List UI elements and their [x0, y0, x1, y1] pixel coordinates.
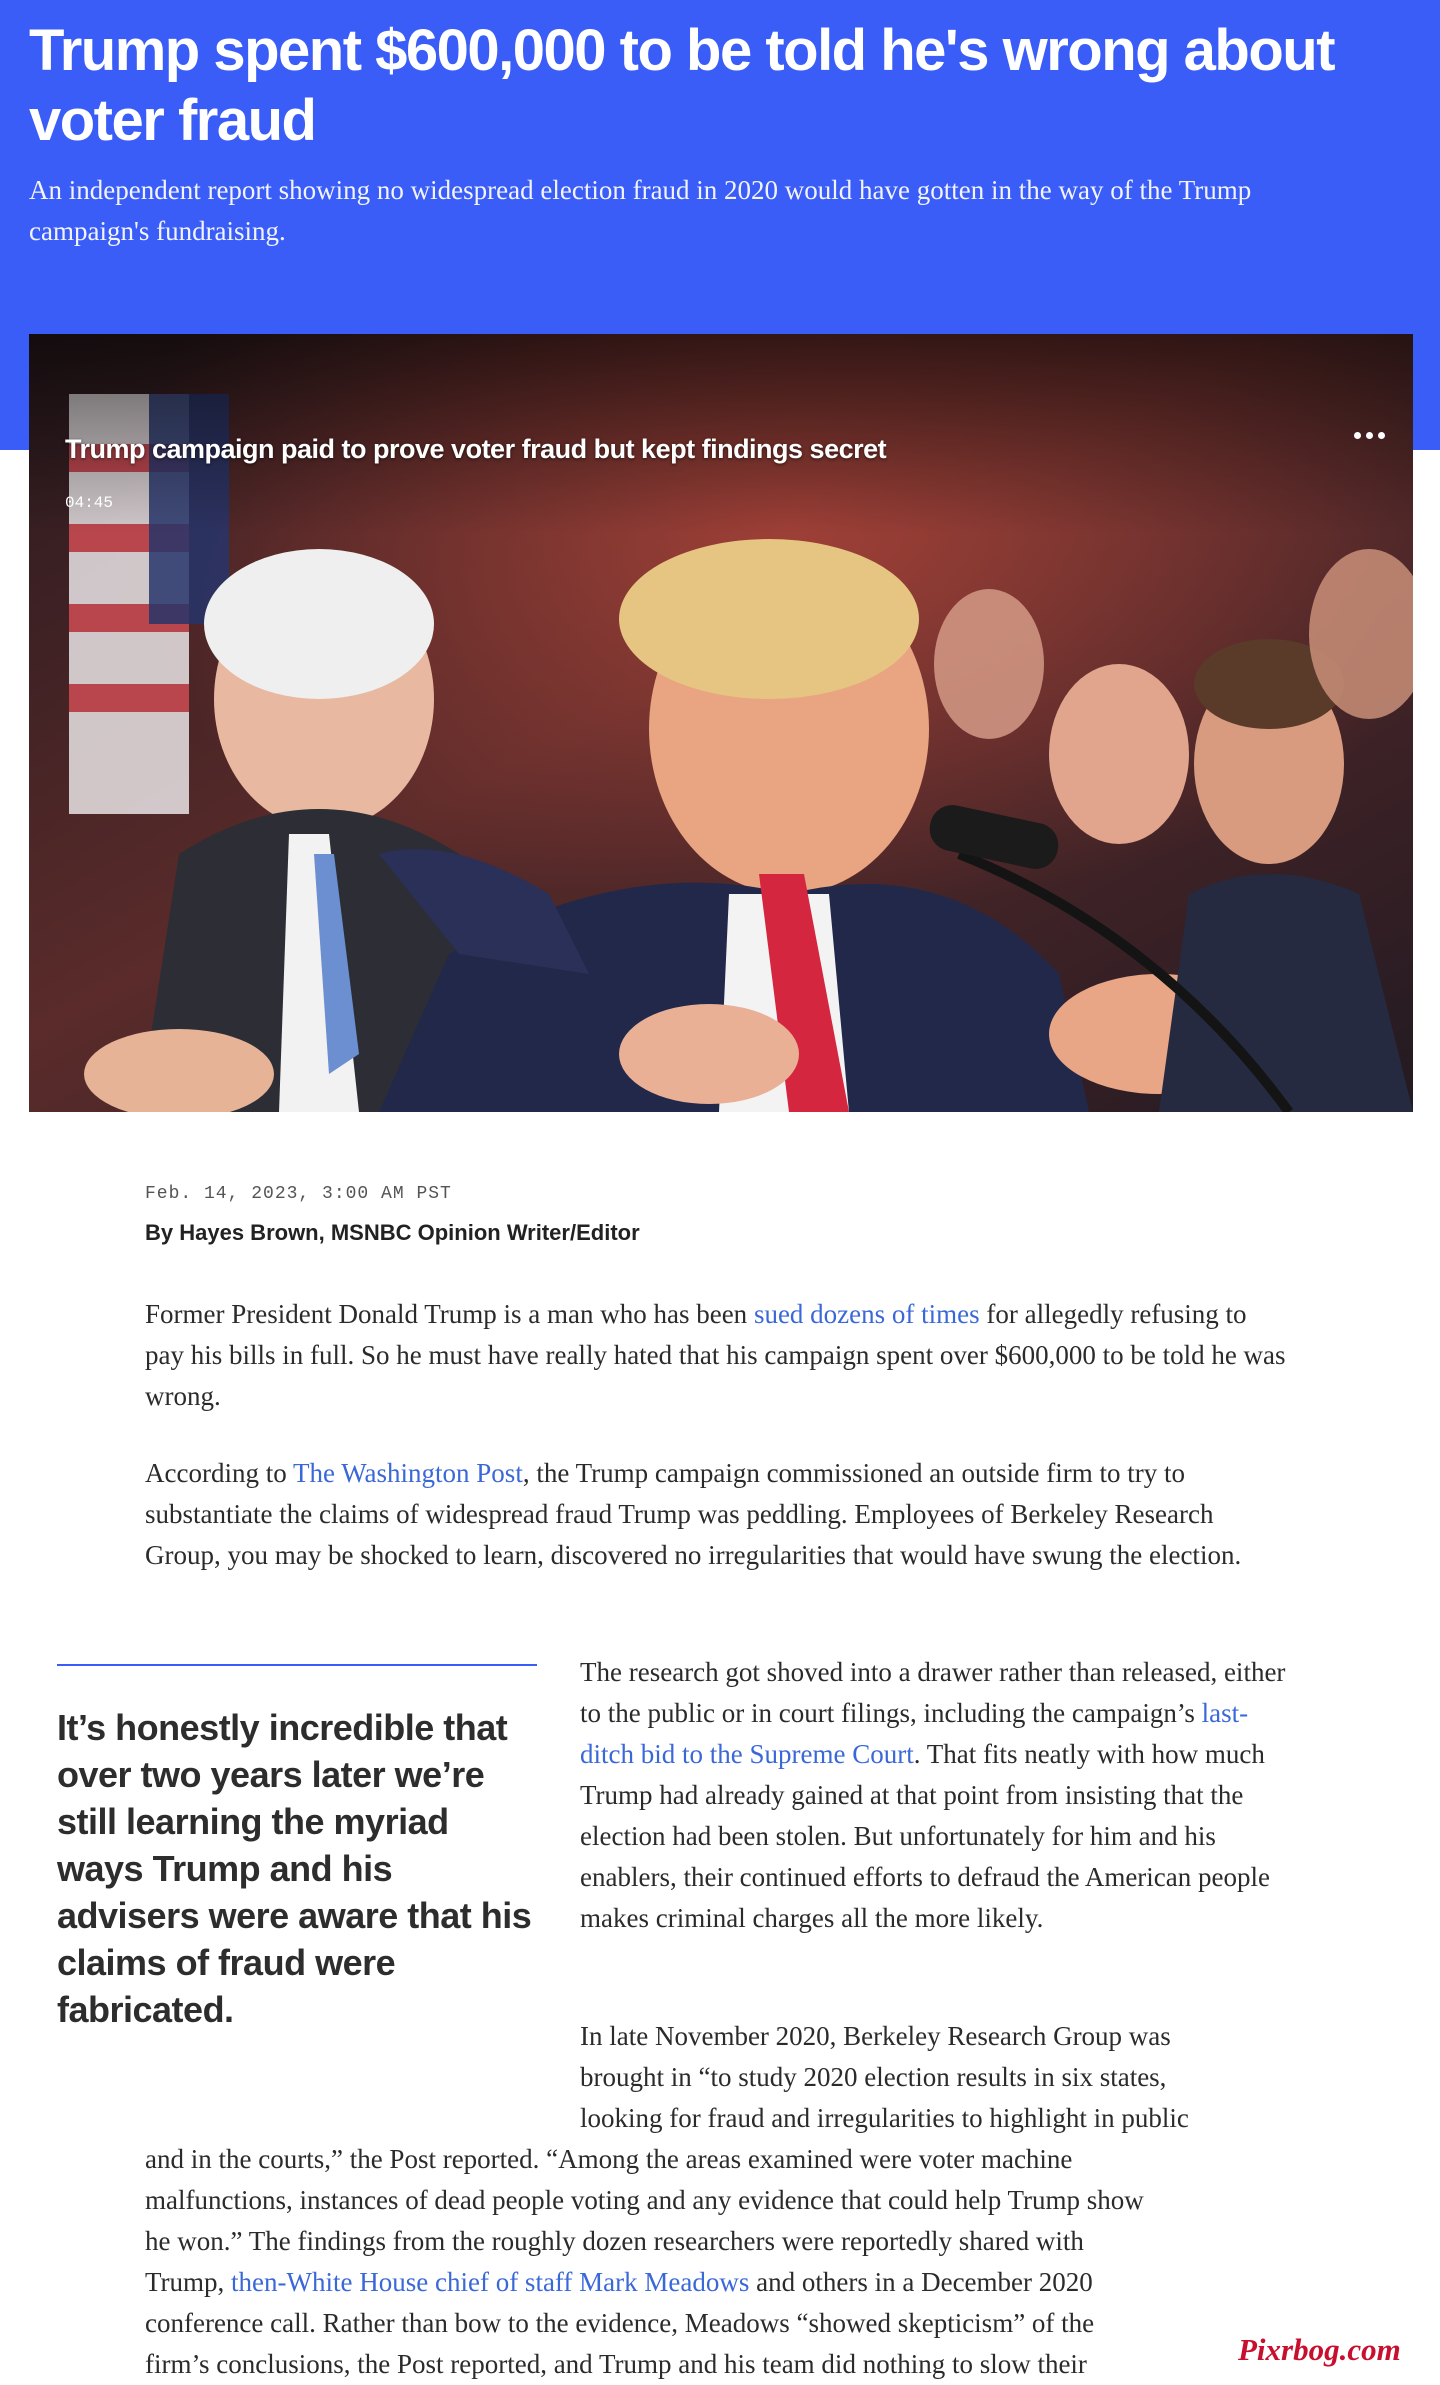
video-title: Trump campaign paid to prove voter fraud but kept findings secret	[65, 434, 887, 464]
link-mark-meadows[interactable]: then-White House chief of staff Mark Meadows	[231, 2267, 750, 2297]
p2-text-before: According to	[145, 1458, 293, 1488]
article-date: Feb. 14, 2023, 3:00 AM PST	[145, 1184, 452, 1204]
link-sued-dozens[interactable]: sued dozens of times	[753, 1299, 980, 1329]
p2-text-after: , the Trump campaign commissioned an outside firm to try to substantiate the claims of widespread fraud Trump was peddling. Employees of Berkeley Research Group, you may be shocked to learn, discovered no irregularities that would have swung the election.	[145, 1458, 1242, 1570]
p4-line-7-before: Trump,	[145, 2267, 232, 2297]
p1-text-before: Former President Donald Trump is a man who has been	[145, 1299, 754, 1329]
pull-quote: It’s honestly incredible that over two years later we’re still learning the myriad ways Trump and his advisers were aware that his claims of fraud were fabricated.	[57, 1707, 532, 2030]
p4-line-7	[145, 2262, 1093, 2303]
watermark: Pixrbog.com	[1238, 2332, 1401, 2367]
video-duration: 04:45	[65, 494, 114, 512]
pull-quote-rule	[57, 1664, 537, 1666]
p4-line-7-after: and others in a December 2020	[749, 2267, 1093, 2297]
video-player[interactable]	[29, 334, 1413, 1112]
p4-line-4: and in the courts,” the Post reported. “Among the areas examined were voter machine	[145, 2144, 1073, 2174]
p4-line-3: looking for fraud and irregularities to highlight in public	[580, 2103, 1189, 2133]
body-paragraph-1	[145, 1294, 1290, 1417]
p1-text-after: for allegedly refusing to pay his bills in full. So he must have really hated that his campaign spent over $600,000 to be told he was wrong.	[145, 1299, 1286, 1411]
article-byline: By Hayes Brown, MSNBC Opinion Writer/Editor	[145, 1220, 640, 1245]
link-supreme-court-bid[interactable]: last-ditch bid to the Supreme Court	[580, 1698, 1249, 1769]
p4-line-1: In late November 2020, Berkeley Research Group was	[580, 2021, 1171, 2051]
p3-text-after: . That fits neatly with how much Trump had already gained at that point from insisting that the election had been stolen. But unfortunately for him and his enablers, their continued efforts to defraud the American people makes criminal charges all the more likely.	[580, 1739, 1270, 1933]
p4-line-2: brought in “to study 2020 election results in six states,	[580, 2062, 1167, 2092]
more-options-icon[interactable]	[1345, 420, 1393, 450]
p4-line-9: firm’s conclusions, the Post reported, and Trump and his team did nothing to slow their	[145, 2349, 1087, 2379]
link-washington-post[interactable]: The Washington Post	[292, 1458, 523, 1488]
article-dek: An independent report showing no widespread election fraud in 2020 would have gotten in the way of the Trump campaign's fundraising.	[29, 175, 1252, 246]
p4-line-6: he won.” The findings from the roughly dozen researchers were reportedly shared with	[145, 2226, 1084, 2256]
body-paragraph-2	[145, 1453, 1280, 1576]
p4-line-8: conference call. Rather than bow to the evidence, Meadows “showed skepticism” of the	[145, 2308, 1095, 2338]
body-paragraph-3	[580, 1652, 1300, 1939]
p4-line-5: malfunctions, instances of dead people voting and any evidence that could help Trump show	[145, 2185, 1144, 2215]
p3-text-before: The research got shoved into a drawer rather than released, either to the public or in court filings, including the campaign’s	[580, 1657, 1286, 1728]
article-headline: Trump spent $600,000 to be told he's wrong about voter fraud	[29, 18, 1335, 153]
